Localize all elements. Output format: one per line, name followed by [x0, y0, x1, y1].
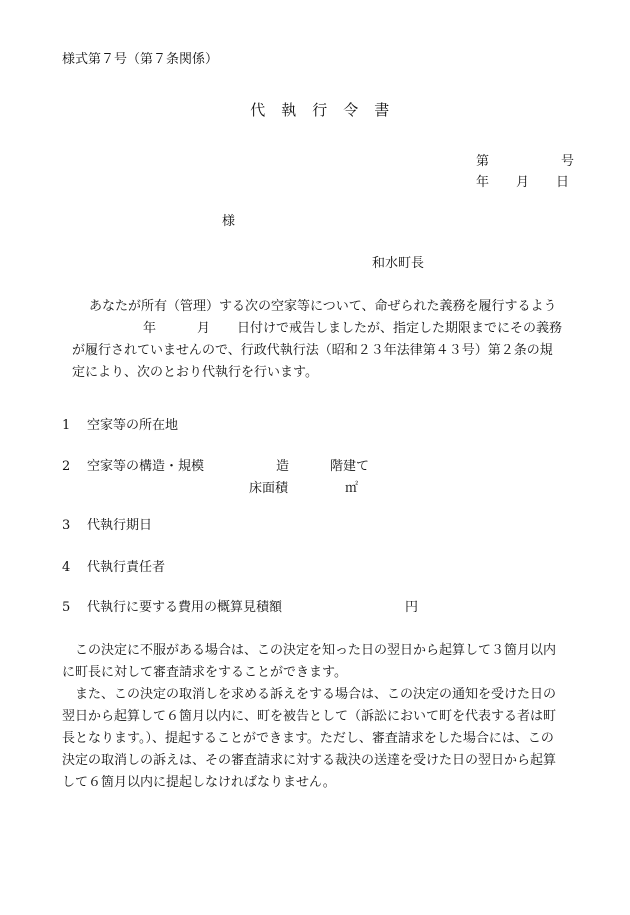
item-3-execution-date: 3 代執行期日 — [62, 518, 153, 533]
body-line-4: 定により、次のとおり代執行を行います。 — [72, 365, 318, 380]
body-line-1: あなたが所有（管理）する次の空家等について、命ぜられた義務を履行するよう — [89, 299, 557, 314]
floor-area-label: 床面積 — [249, 481, 289, 496]
notice-line-6: 決定の取消しの訴えは、その審査請求に対する裁決の送達を受けた日の翌日から起算 — [62, 753, 557, 768]
date-month: 月 — [516, 175, 530, 190]
number-suffix: 号 — [561, 154, 575, 169]
notice-line-7: して６箇月以内に提起しなければなりません。 — [62, 775, 336, 790]
item-5-estimated-cost: 5 代執行に要する費用の概算見積額 円 — [62, 600, 419, 615]
floor-area-unit: ㎡ — [345, 481, 359, 496]
body-date-month: 月 — [197, 321, 211, 336]
date-year: 年 — [476, 175, 490, 190]
notice-line-4: 翌日から起算して６箇月以内に、町を被告として（訴訟において町を代表する者は町 — [62, 709, 557, 724]
body-paragraph — [72, 296, 572, 384]
body-line-2: 年 月 日付けで戒告しましたが、指定した期限までにその義務 — [143, 321, 563, 336]
body-date-year: 年 — [143, 321, 157, 336]
issuer-name: 和水町長 — [372, 256, 425, 271]
document-date-line — [476, 176, 569, 189]
date-day: 日 — [556, 175, 570, 190]
cost-unit: 円 — [405, 600, 419, 615]
item-2-floor-area — [249, 482, 358, 495]
floors-label: 階建て — [330, 459, 370, 474]
notice-line-3: また、この決定の取消しを求める訴えをする場合は、この決定の通知を受けた日の — [75, 687, 557, 702]
addressee-honorific: 様 — [222, 214, 236, 229]
body-line-3: が履行されていませんので、行政代執行法（昭和２３年法律第４３号）第２条の規 — [72, 343, 553, 358]
notice-line-1: この決定に不服がある場合は、この決定を知った日の翌日から起算して３箇月以内 — [75, 643, 557, 658]
number-prefix: 第 — [476, 154, 490, 169]
document-title: 代 執 行 令 書 — [250, 101, 390, 119]
notice-line-2: に町長に対して審査請求をすることができます。 — [62, 665, 347, 680]
form-number: 様式第７号（第７条関係） — [62, 52, 219, 67]
structure-type-label: 造 — [276, 459, 290, 474]
document-number-line — [476, 155, 574, 168]
item-4-responsible-person: 4 代執行責任者 — [62, 560, 166, 575]
notice-line-5: 長となります。）、提起することができます。ただし、審査請求をした場合には、この — [62, 731, 554, 746]
appeal-notice — [62, 640, 574, 794]
item-1-location: 1 空家等の所在地 — [62, 418, 179, 433]
item-2-structure: 2 空家等の構造・規模 造 階建て — [62, 459, 370, 474]
